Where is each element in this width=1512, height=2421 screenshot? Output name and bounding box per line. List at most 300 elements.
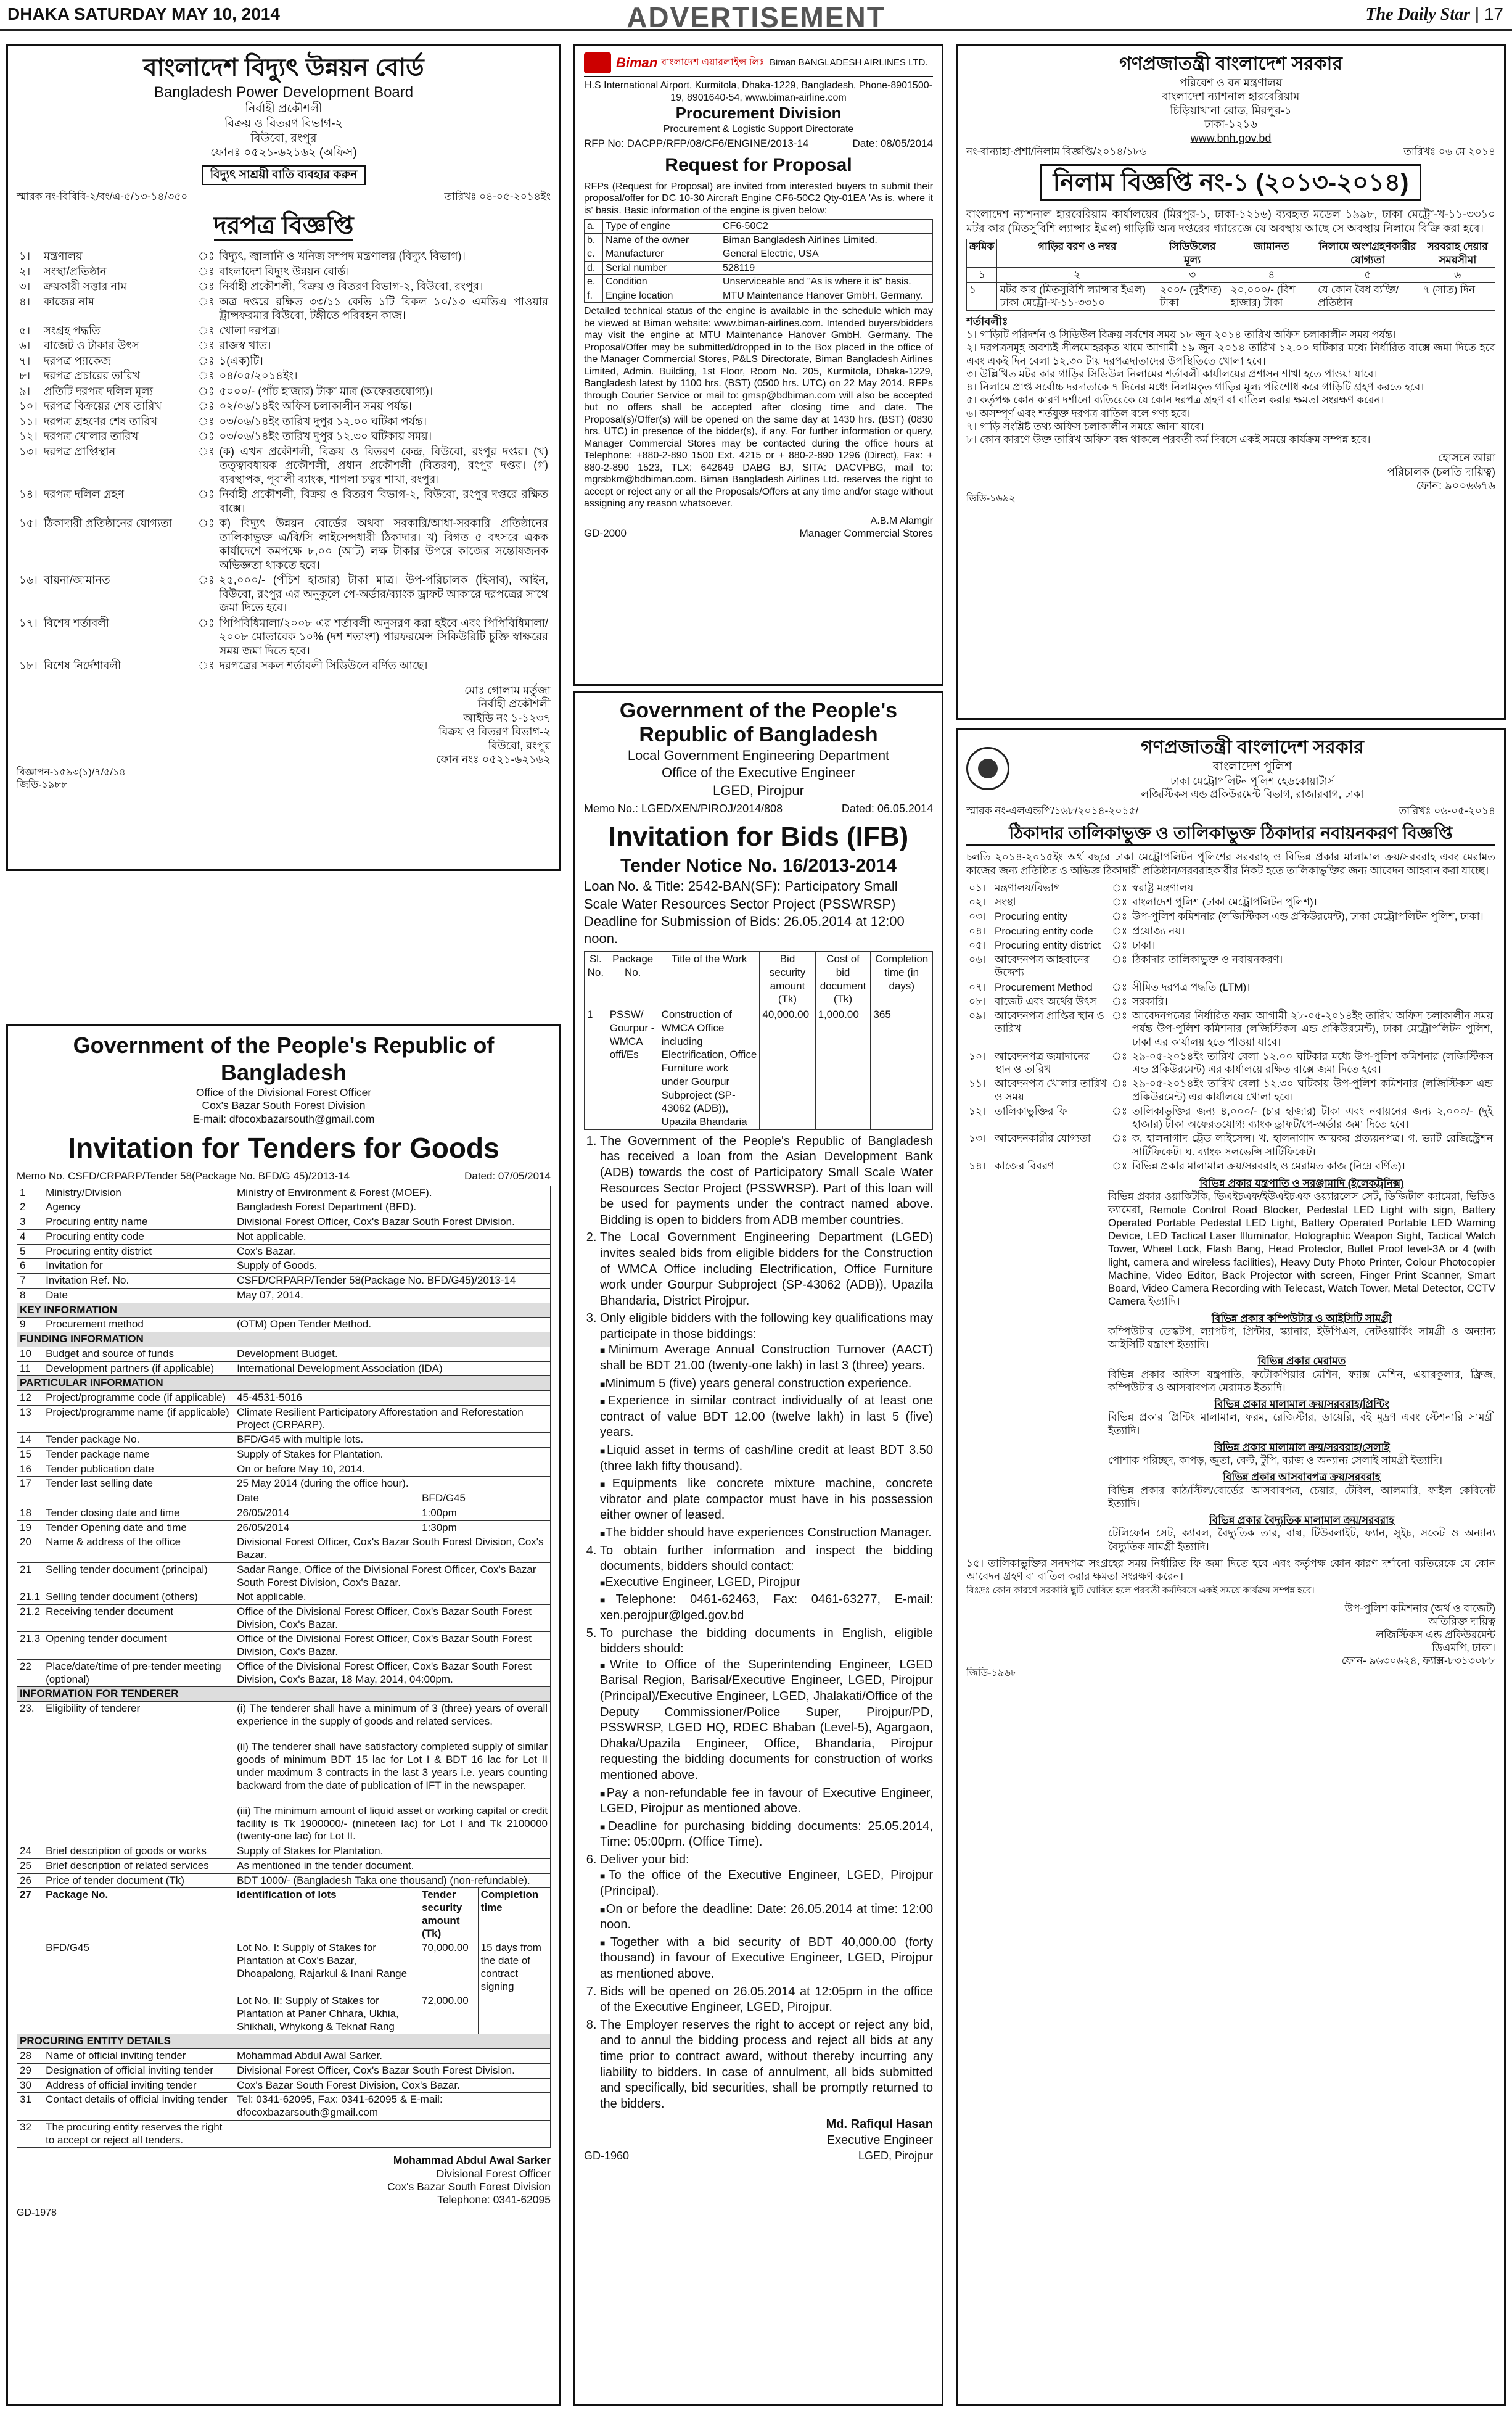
table-cell: ০৪/০৫/২০১৪ইং। [219,369,298,382]
forest-date: Dated: 07/05/2014 [464,1169,551,1182]
forest-gd: GD-1978 [17,2207,57,2218]
lged-loan: Loan No. & Title: 2542-BAN(SF): Participatory Small Scale Water Resources Sector Project (PSSWRSP) [584,878,898,912]
table-row [966,938,1495,952]
condition-item: ৬। অসম্পূর্ণ এবং শর্তযুক্ত দরপত্র বাতিল বলে গণ্য হবে। [966,407,1191,419]
lged-heading: Invitation for Bids (IFB) [608,821,909,852]
table-row [17,338,551,353]
section-title: ADVERTISEMENT [627,1,885,33]
table-cell: মন্ত্রণালয়/বিভাগ [995,881,1061,894]
table-cell: মটর কার (মিতসুবিশি ল্যান্সার ইএল) ঢাকা মেট্রো-খ-১১-৩৩১০ [997,283,1157,311]
table-cell: ২০০/- (দুইশত) টাকা [1157,283,1228,311]
table-cell: Brief description of goods or works [43,1844,234,1859]
sig-line: Mohammad Abdul Awal Sarker [393,2154,551,2167]
list-item [600,1852,933,1982]
table-row [966,994,1495,1008]
bpdb-title-en: Bangladesh Power Development Board [154,84,414,101]
section-header: FUNDING INFORMATION [17,1332,551,1347]
list-item [600,1230,933,1309]
table-cell: বিভিন্ন প্রকার মালামাল ক্রয়/সরবরাহ ও মেরামত কাজ (নিম্নে বর্ণিত)। [1132,1160,1405,1172]
police-line: ঢাকা মেট্রোপলিটন পুলিশ হেডকোয়ার্টার্স [1170,775,1334,787]
biman-gd: GD-2000 [584,527,627,539]
table-cell: ২৯-০৫-২০১৪ইং তারিখ বেলা ১২.০০ ঘটিকার মধ্যে উপ-পুলিশ কমিশনার (লজিস্টিকস এন্ড প্রকিউরমেন্ট) এর কার্যালয়ে রক্ষিত বাক্সে জমা দিতে হবে। [1132,1050,1493,1075]
bpdb-line: ফোনঃ ০৫২১-৬২১৬২ (অফিস) [210,146,357,160]
table-row [17,1215,551,1230]
column-number: ৪ [1228,267,1315,282]
table-row [17,487,551,516]
table-row [966,1104,1495,1132]
table-cell: a. [585,220,603,234]
list-item [600,1626,933,1850]
table-cell: CF6-50C2 [720,220,933,234]
table-row [17,1702,551,1844]
bpdb-heading: দরপত্র বিজ্ঞপ্তি [214,212,354,241]
table-cell: 3 [17,1215,43,1230]
table-row [17,1590,551,1605]
sig-name: Md. Rafiqul Hasan [826,2118,933,2132]
colon: ঃ [198,354,215,367]
table-cell: Invitation Ref. No. [43,1274,234,1289]
sig-line: বিউবো, রংপুর [488,739,551,752]
table-cell: 45-4531-5016 [234,1390,551,1405]
table-row [585,275,933,289]
bullet-item: ■ The bidder should have experiences Construction Manager. [600,1525,933,1541]
lot-header: Package No. [43,1888,234,1941]
bnh-heading: নিলাম বিজ্ঞপ্তি নং-১ (২০১৩-২০১৪) [1040,164,1422,201]
table-cell: 18 [17,1506,43,1520]
table-cell: Address of official inviting tender [43,2078,234,2093]
table-cell: 9 [17,1318,43,1332]
table-cell: 16 [17,1462,43,1477]
column-header: নিলামে অংশগ্রহণকারীর যোগ্যতা [1315,239,1420,268]
column-header: গাড়ির বরণ ও নম্বর [997,239,1157,268]
table-cell: 12 [17,1390,43,1405]
table-cell: ১৭। [19,616,38,629]
table-cell: Bangladesh Forest Department (BFD). [234,1200,551,1215]
table-row [17,1347,551,1361]
bullet-item: ■ Write to Office of the Superintending Engineer, LGED Barisal Region, Barisal/Executive Engineer, LGED, Pirojpur (Principal)/Executive Engineer, LGED, Jhalakati/Office of the Deputy Commissioner/Police Super, Pirojpur/PD, PSSWRSP, LGED HQ, RDEC Bhaban (Level-5), Agargaon, Dhaka/Upazila Engineer, Office, Bhandaria, Pirojpur requesting the bidding documents for construction of works mentioned above. [600,1657,933,1784]
table-row [17,1520,551,1535]
work-category-title: বিভিন্ন প্রকার মেরামত [1257,1355,1346,1367]
table-cell: 31 [17,2093,43,2120]
table-cell: খোলা দরপত্র। [219,324,281,337]
colon: ঃ [1112,939,1127,951]
table-cell: ঠিকাদারী প্রতিষ্ঠানের যোগ্যতা [44,517,172,529]
column-header: Completion time (in days) [871,952,933,1007]
table-cell: 24 [17,1844,43,1859]
bnh-intro: বাংলাদেশ ন্যাশনাল হারবেরিয়াম কার্যালয়ের (মিরপুর-১, ঢাকা-১২১৬) ব্যবহৃত মডেল ১৯৯৮, ঢাকা মেট্রো-খ-১১-৩৩১০ মটর কার (মিতসুবিশি ল্যান্সার ইএল) গাড়িটি অত্র দপ্তরের গ্যারেজে যে অবস্থায় আছে সে অবস্থায় নিলামে বিক্রি করা হবে। [966,208,1495,234]
table-cell: ১০। [969,1050,987,1062]
biman-rfp: RFP No: DACPP/RFP/08/CF6/ENGINE/2013-14 [584,138,809,150]
table-cell: 2 [17,1200,43,1215]
bnh-line: ঢাকা-১২১৬ [1204,118,1257,130]
table-cell: ৭। [19,354,31,367]
table-cell: পিপিবিধিমালা/২০০৮ এর শর্তাবলী অনুসরণ করা হইবে এবং পিপিবিধিমালা/২০০৮ মোতাবেক ১০% (দশ শতাংশ) পারফরমেন্স সিকিউরিটি চুক্তি স্বাক্ষরের সময় জমা দিতে হবে। [219,616,548,657]
colon: ঃ [1112,925,1127,937]
work-category [1108,1355,1495,1394]
table-row [17,1462,551,1477]
police-sig [966,1602,1495,1667]
table-cell: Price of tender document (Tk) [43,1873,234,1888]
table-row [966,895,1495,909]
table-cell: 21.3 [17,1632,43,1659]
colon: ঃ [1112,1105,1127,1117]
forest-line: Cox's Bazar South Forest Division [202,1099,366,1112]
sig-title: Executive Engineer [826,2133,933,2147]
lged-tender: Tender Notice No. 16/2013-2014 [620,856,897,876]
table-cell: On or before May 10, 2014. [234,1462,551,1477]
column-number: ২ [997,267,1157,282]
table-row [17,1303,551,1318]
work-category-text: কম্পিউটার ডেস্কটপ, ল্যাপটপ, প্রিন্টার, স্ক্যানার, ইউপিএস, নেটওয়ার্কিং সামগ্রী ও অন্যান্য আইসিটি যন্ত্রাংশ ইত্যাদি। [1108,1325,1495,1350]
table-cell: PSSW/ Gourpur -WMCA offi/Es [607,1007,659,1130]
police-line: বাংলাদেশ পুলিশ [1212,759,1292,773]
table-cell: ০৭। [969,981,987,993]
table-cell: ১৩। [19,445,38,458]
table-cell: 25 May 2014 (during the office hour). [234,1477,551,1491]
colon: ঃ [1112,1132,1127,1145]
table-cell [234,2120,551,2147]
table-cell: Receiving tender document [43,1604,234,1631]
table-cell: Tender package name [43,1447,234,1462]
table-cell: Selling tender document (others) [43,1590,234,1605]
table-cell: সরকারি। [1132,995,1168,1007]
table-cell: 4 [17,1229,43,1244]
table-cell: সীমিত দরপত্র পদ্ধতি (LTM)। [1132,981,1251,993]
table-cell: বিশেষ নির্দেশাবলী [44,659,121,672]
table-row [17,1288,551,1303]
table-cell: বিদ্যুৎ, জ্বালানি ও খনিজ সম্পদ মন্ত্রণালয় (বিদ্যুৎ বিভাগ)। [219,250,466,262]
list-item [600,1311,933,1541]
sig-line: Divisional Forest Officer [436,2167,551,2180]
bullet-item: ■ Equipments like concrete mixture machine, concrete vibrator and plate compactor must have in his possession either owner of leased. [600,1476,933,1524]
table-cell: 10 [17,1347,43,1361]
table-row [17,1873,551,1888]
table-cell: 15 [17,1447,43,1462]
table-cell: Name of official inviting tender [43,2049,234,2064]
table-cell: Name of the owner [603,233,720,247]
table-cell: b. [585,233,603,247]
table-row [17,384,551,399]
table-row [17,2034,551,2049]
table-cell: Sadar Range, Office of the Divisional Forest Officer, Cox's Bazar South Forest Division, Cox's Bazar. [234,1562,551,1590]
table-cell: 29 [17,2063,43,2078]
table-cell: 21 [17,1562,43,1590]
police-footnote: বিঃদ্রঃ কোন কারণে সরকারি ছুটি ঘোষিত হলে পরবর্তী কর্মদিবসে একই সময়ে কার্যক্রম সম্পন্ন হবে। [966,1585,1315,1596]
table-cell: 21.1 [17,1590,43,1605]
table-row [17,1477,551,1491]
bnh-title: গণপ্রজাতন্ত্রী বাংলাদেশ সরকার [1119,54,1342,74]
table-cell: ১। [19,250,31,262]
table-cell: Cox's Bazar. [234,1244,551,1259]
column-header: Cost of bid document (Tk) [815,952,871,1007]
bnh-web[interactable]: www.bnh.gov.bd [1190,131,1272,144]
table-cell: Divisional Forest Officer, Cox's Bazar South Forest Division. [234,1215,551,1230]
table-cell: ৬। [19,339,31,352]
column-header: Title of the Work [659,952,760,1007]
colon: ঃ [198,430,215,442]
bnh-date: তারিখঃ ০৬ মে ২০১৪ [1403,146,1495,157]
sig-line: ডিএমপি, ঢাকা। [1431,1641,1495,1654]
table-cell: International Development Association (IDA) [234,1361,551,1376]
list-item-text: The Employer reserves the right to accept or reject any bid, and to annul the bidding process and reject all bids at any time prior to contract award, without thereby incurring any liability to bidders. In case of annulment, all bids submitted and specifically, bid securities, shall be promptly returned to the bidders. [600,2018,933,2111]
table-cell: Condition [603,275,720,289]
condition-item: ২। দরপত্রসমূহ অবশ্যই সীলমোহরকৃত খামে আগামী ১৯ জুন ২০১৪ তারিখ ১২.০০ ঘটিকার মধ্যে নির্ধারিত বাক্সে জমা দিতে হবে এবং একই দিন বেলা ১২.৩০ টায় দরপত্রদাতাদের উপস্থিতিতে খোলা হবে। [966,342,1495,367]
table-cell: বায়না/জামানত [44,574,110,586]
lged-line: Office of the Executive Engineer [662,765,855,781]
bpdb-date: তারিখঃ ০৪-০৫-২০১৪ইং [444,190,551,202]
colon: ঃ [1112,1010,1127,1021]
table-row [17,516,551,572]
work-category-text: বিভিন্ন প্রকার অফিস যন্ত্রপাতি, ফটোকপিয়ার মেশিন, ফ্যাক্স মেশিন, এয়ারকুলার, ফ্রিজ, কম্পিউটার ও আসবাবপত্র মেরামত ইত্যাদি। [1108,1368,1495,1393]
sig-line: ফোন নংঃ ০৫২১-৬২১৬২ [436,753,551,765]
masthead [0,0,1512,31]
table-cell: ৫। [19,324,31,337]
table-cell: Not applicable. [234,1590,551,1605]
table-cell: 7 [17,1274,43,1289]
table-cell: Eligibility of tenderer [43,1702,234,1844]
table-row [17,368,551,384]
table-cell: Agency [43,1200,234,1215]
table-cell: e. [585,275,603,289]
table-cell: ০২। [969,896,987,908]
table-cell: Supply of Stakes for Plantation. [234,1447,551,1462]
table-row [585,1007,933,1130]
table-cell: Type of engine [603,220,720,234]
table-row [17,658,551,674]
work-category [1108,1514,1495,1553]
table-cell: ২৫,০০০/- (পঁচিশ হাজার) টাকা মাত্র। উপ-পরিচালক (হিসাব), আইন, বিউবো, রংপুর এর অনুকূলে পে-অর্ডার/ব্যাংক ড্রাফট আকারে দরপত্রের সাথে জমা দিতে হবে। [219,574,548,614]
police-memo: স্মারক নং-এলএন্ডপি/১৬৮/২০১৪-২০১৫/ [966,805,1139,817]
table-row [17,1405,551,1432]
colon: ঃ [198,659,215,672]
work-category [1108,1312,1495,1351]
table-cell: ৪। [19,295,31,308]
list-item [600,2018,933,2113]
sig-phone: ফোন: ৯০০৬৬৭৬ [1416,479,1495,492]
biman-ad [573,44,943,686]
table-row [17,398,551,414]
table-row [585,220,933,234]
sig-line: বিক্রয় ও বিতরণ বিভাগ-২ [438,725,551,738]
table-cell: MTU Maintenance Hanover GmbH, Germany. [720,289,933,303]
bnh-gd: ডিডি-১৬৯২ [966,493,1016,504]
sig-name: A.B.M Alamgir [870,516,933,526]
table-cell: ০৯। [969,1010,987,1021]
colon: ঃ [198,574,215,586]
table-cell: Lot No. II: Supply of Stakes for Plantation at Paner Chhara, Ukhia, Shikhali, Whykong & Teknaf Rang [234,1994,419,2034]
biman-table [584,219,933,303]
table-cell: স্বরাষ্ট্র মন্ত্রণালয় [1132,881,1194,894]
section-header: PARTICULAR INFORMATION [17,1376,551,1391]
condition-item: ৪। নিলামে প্রাপ্ত সর্বোচ্চ দরদাতাকে ৭ দিনের মধ্যে নিলামকৃত গাড়ির মূল্য পরিশোধ করে গাড়িটি গ্রহণ করতে হবে। [966,381,1424,393]
table-cell: তালিকাভুক্তির ফি [995,1105,1067,1117]
lged-gd: GD-1960 [584,2149,630,2162]
lged-table [584,951,933,1130]
table-cell: Engine location [603,289,720,303]
table-row [17,1361,551,1376]
bpdb-ref: বিজ্ঞাপন-১৫৯৩(১)/৭/৫/১৪ [17,767,126,778]
table-cell: ০৩। [969,910,987,923]
condition-item: ৭। গাড়ি সংশ্লিষ্ট তথ্য অফিস চলাকালীন সময়ে জানা যাবে। [966,420,1204,432]
column-number: ৩ [1157,267,1228,282]
column-header: জামানত [1228,239,1315,268]
table-cell: Office of the Divisional Forest Officer, Cox's Bazar South Forest Division, Cox's Bazar. [234,1632,551,1659]
table-row [17,1186,551,1200]
police-intro: চলতি ২০১৪-২০১৫ইং অর্থ বছরে ঢাকা মেট্রোপলিটন পুলিশের সরবরাহ ও বিভিন্ন প্রকার মালামাল ক্রয়/সরবরাহ এবং মেরামত কাজের জন্য প্রতিষ্ঠিত ও অভিজ্ঞ ঠিকাদারী প্রতিষ্ঠান/সরবরাহকারীর নিকট হতে তালিকাভুক্তির জন্য আবেদন আহবান করা যাচ্ছে। [966,851,1495,876]
section-header: PROCURING ENTITY DETAILS [17,2034,551,2049]
table-cell: Project/programme name (if applicable) [43,1405,234,1432]
table-cell: Development partners (if applicable) [43,1361,234,1376]
table-row [17,1390,551,1405]
biman-logo-text: Biman [616,54,658,70]
table-cell [17,1941,43,1994]
police-date: তারিখঃ ০৬-০৫-২০১৪ [1399,805,1495,817]
table-cell: CSFD/CRPARP/Tender 58(Package No. BFD/G45)/2013-14 [234,1274,551,1289]
colon: ঃ [1112,995,1127,1007]
lot-header: Completion time [478,1888,550,1941]
table-cell: BDT 1000/- (Bangladesh Taka one thousand) (non-refundable). [234,1873,551,1888]
table-cell: আবেদনপত্র খোলার তারিখ ও সময় [995,1078,1107,1103]
bpdb-table [17,249,551,674]
table-cell [43,1994,234,2034]
table-cell: Biman Bangladesh Airlines Limited. [720,233,933,247]
bpdb-line: বিউবো, রংপুর [250,131,317,145]
list-item-text: Only eligible bidders with the following key qualifications may participate in those biddings: [600,1311,933,1341]
table-cell: বাজেট ও টাকার উৎস [44,339,139,352]
table-cell: Divisional Forest Officer, Cox's Bazar South Forest Division, Cox's Bazar. [234,1535,551,1562]
table-row [17,1318,551,1332]
table-cell [43,1491,234,1506]
table-row [17,429,551,444]
forest-ad [6,1024,561,2406]
bnh-cond-title: শর্তাবলীঃ [966,315,1008,328]
table-cell: অত্র দপ্তরে রক্ষিত ৩৩/১১ কেভি ১টি বিকল ১০/১৩ এমভিএ পাওয়ার ট্রান্সফরমার বিউবো, টঙ্গীতে পরিবহন কাজ। [219,295,548,321]
table-row [17,1844,551,1859]
table-cell: ১৫। [19,517,38,529]
table-cell: Procuring entity code [995,925,1093,937]
table-cell: 13 [17,1405,43,1432]
table-cell: 1,000.00 [815,1007,871,1130]
police-line: লজিস্টিকস এন্ড প্রকিউরমেন্ট বিভাগ, রাজারবাগ, ঢাকা [1141,788,1364,800]
table-cell: Selling tender document (principal) [43,1562,234,1590]
table-cell: Serial number [603,261,720,275]
table-row [17,294,551,323]
column-header: ক্রমিক [967,239,997,268]
table-row [17,2093,551,2120]
table-cell: ১৪। [969,1160,987,1172]
table-cell: বাজেট এবং অর্থের উৎস [995,995,1097,1007]
table-cell: কাজের বিবরণ [995,1160,1054,1172]
table-cell: ০১। [969,881,987,894]
table-cell: ঠিকাদার তালিকাভুক্ত ও নবায়নকরণ। [1132,954,1283,965]
table-cell: Invitation for [43,1259,234,1274]
table-cell: ঢাকা। [1132,939,1156,951]
biman-logo-sub: বাংলাদেশ এয়ারলাইন্স লিঃ [661,57,765,68]
colon: ঃ [198,280,215,292]
table-cell: বিশেষ শর্তাবলী [44,616,109,629]
colon: ঃ [1112,1050,1127,1062]
table-cell: ০৪। [969,925,987,937]
bnh-ad [956,44,1506,720]
column-header: Bid security amount (Tk) [760,952,815,1007]
table-row [966,909,1495,923]
column-header: সরবরাহ দেয়ার সময়সীমা [1420,239,1495,268]
table-row [966,1049,1495,1077]
lged-date: Dated: 06.05.2014 [841,802,933,815]
biman-logo-icon [584,52,611,73]
sig-line: লজিস্টিকস এন্ড প্রকিউরমেন্ট [1376,1628,1495,1641]
bullet-item: ■ To the office of the Executive Engineer, LGED, Pirojpur (Principal). [600,1868,933,1899]
biman-division: Procurement Division [675,104,842,123]
table-cell: ০৩/০৬/১৪ইং তারিখ দুপুর ১২.০০ ঘটিকা পর্যন্ত। [219,414,427,427]
table-row [17,2063,551,2078]
table-cell: 28 [17,2049,43,2064]
list-item [600,1984,933,2016]
page-number: 17 [1484,4,1503,23]
list-item-text: To obtain further information and inspect the bidding documents, bidders should contact: [600,1543,933,1573]
table-cell: ২০,০০০/- (বিশ হাজার) টাকা [1228,283,1315,311]
table-cell: উপ-পুলিশ কমিশনার (লজিস্টিকস এন্ড প্রকিউরমেন্ট), ঢাকা মেট্রোপলিটন পুলিশ, ঢাকা। [1132,910,1484,923]
table-row [17,323,551,339]
colon: ঃ [198,414,215,427]
table-cell: দরপত্র প্রাপ্তিস্থান [44,445,116,458]
bpdb-ad [6,44,561,871]
table-row [17,1259,551,1274]
work-category-title: বিভিন্ন প্রকার মালামাল ক্রয়/সরবরাহ/প্রিন্টিং [1214,1398,1389,1410]
table-cell: Supply of Stakes for Plantation. [234,1844,551,1859]
colon: ঃ [198,445,215,458]
table-row [17,1687,551,1702]
forest-line: Office of the Divisional Forest Officer [195,1086,372,1099]
table-cell: ৫০০০/- (পাঁচ হাজার) টাকা মাত্র (অফেরতযোগ্য)। [219,384,433,397]
table-cell: 5 [17,1244,43,1259]
table-cell: BFD/G45 with multiple lots. [234,1433,551,1448]
table-cell: বাংলাদেশ পুলিশ (ঢাকা মেট্রোপলিটন পুলিশ)। [1132,896,1317,908]
table-cell: Office of the Divisional Forest Officer, Cox's Bazar South Forest Division, Cox's Bazar. [234,1604,551,1631]
table-cell: ১৪। [19,488,38,500]
biman-sig-title: Manager Commercial Stores [799,527,933,539]
table-cell: 40,000.00 [760,1007,815,1130]
table-cell: ১২। [969,1105,987,1117]
table-cell: ১২। [19,430,38,442]
table-cell: ৯। [19,384,31,397]
biman-heading: Request for Proposal [665,155,852,175]
table-cell: 22 [17,1659,43,1686]
bullet-item: ■ Deadline for purchasing bidding documents: 25.05.2014, Time: 05:00pm. (Office Time). [600,1819,933,1850]
table-cell: প্রযোজ্য নয়। [1132,925,1185,937]
bullet-item: ■ Together with a bid security of BDT 40,000.00 (forty thousand) in favour of Executive Engineer, LGED, Pirojpur as mentioned above. [600,1935,933,1982]
section-header: KEY INFORMATION [17,1303,551,1318]
bnh-line: পরিবেশ ও বন মন্ত্রণালয় [1179,76,1283,89]
bullet-item: ■ Executive Engineer, LGED, Pirojpur [600,1575,933,1591]
table-cell: ক. হালনাগাদ ট্রেড লাইসেন্স। খ. হালনাগাদ আয়কর প্রত্যয়নপত্র। গ. ভ্যাট রেজিস্ট্রেশন সার্টিফিকেট। ঘ. ব্যাংক সলভেন্সি সার্টিফিকেট। [1132,1132,1493,1158]
table-cell: দরপত্র দলিল গ্রহণ [44,488,125,500]
table-row [17,1941,551,1994]
work-category-text: টেলিফোন সেট, ক্যাবল, বৈদ্যুতিক তার, বাল্ব, টিউবলাইট, ফ্যান, সুইচ, সকেট ও অন্যান্য বৈদ্যুতিক সামগ্রী ইত্যাদি। [1108,1527,1495,1553]
sig-line: মোঃ গোলাম মর্তুজা [464,683,551,696]
table-cell: ১১। [969,1078,987,1090]
table-cell: Lot No. I: Supply of Stakes for Plantation at Cox's Bazar, Dhoapalong, Rajarkul & Inani Range [234,1941,419,1994]
table-cell: Procuring entity code [43,1229,234,1244]
table-cell: Manufacturer [603,247,720,262]
condition-item: ৩। উল্লিখিত মটর কার গাড়ির সিডিউল নিলামের শর্তাবলী কার্যালয়ের প্রশাসন শাখা হতে পাওয়া যাবে। [966,368,1378,380]
table-row [17,1632,551,1659]
table-cell: 21.2 [17,1604,43,1631]
table-cell: 25 [17,1858,43,1873]
bnh-table [966,239,1495,310]
work-category [1108,1177,1495,1308]
bullet-item: ■ Pay a non-refundable fee in favour of Executive Engineer, LGED, Pirojpur as mentioned above. [600,1786,933,1817]
